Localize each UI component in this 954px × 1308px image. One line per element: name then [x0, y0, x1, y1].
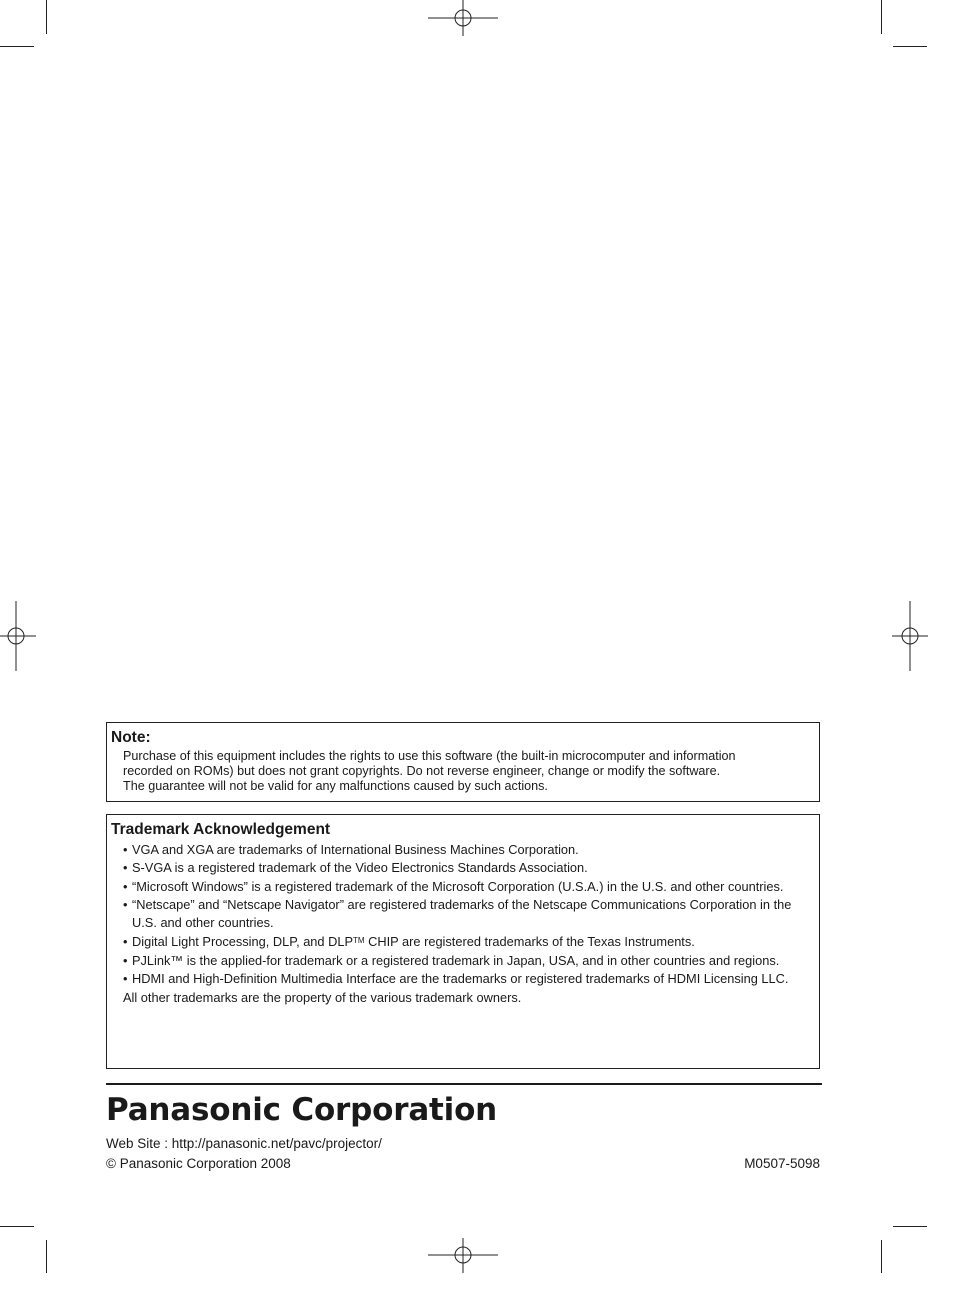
registration-mark-top-icon [428, 0, 498, 70]
model-code: M0507-5098 [744, 1156, 820, 1171]
trademark-item: • Digital Light Processing, DLP, and DLP™ CHIP are registered trademarks of the Texas Instruments. [111, 932, 815, 951]
crop-mark-top-left-h [0, 46, 34, 47]
trademark-item: • HDMI and High-Definition Multimedia Interface are the trademarks or registered trademarks of HDMI Licensing LLC. [111, 970, 815, 988]
registration-mark-bottom-icon [428, 1238, 498, 1308]
bullet: • [123, 860, 128, 876]
trademark-box [106, 814, 820, 1069]
crop-mark-bottom-right-h [893, 1226, 927, 1227]
note-title: Note: [111, 729, 151, 746]
crop-mark-top-left-v [46, 0, 47, 34]
bullet: • [123, 896, 128, 912]
crop-mark-bottom-left-v [46, 1240, 47, 1273]
copyright-text: © Panasonic Corporation 2008 [106, 1156, 291, 1171]
brand-logo: Panasonic Corporation [106, 1092, 498, 1128]
registration-mark-left-icon [0, 601, 70, 671]
trademark-title: Trademark Acknowledgement [111, 821, 331, 838]
note-line: The guarantee will not be valid for any malfunctions caused by such actions. [123, 779, 548, 793]
trademark-list [111, 841, 815, 988]
note-line: Purchase of this equipment includes the rights to use this software (the built-in microcomputer and information [123, 749, 736, 763]
note-text [123, 749, 811, 794]
website-text: Web Site : http://panasonic.net/pavc/projector/ [106, 1136, 382, 1151]
bullet: • [123, 842, 128, 857]
bullet: • [123, 952, 128, 968]
crop-mark-bottom-left-h [0, 1226, 34, 1227]
bullet: • [123, 934, 128, 950]
tm-superscript: TM [353, 936, 365, 946]
trademark-item: • PJLink™ is the applied-for trademark or a registered trademark in Japan, USA, and in other countries and regions. [111, 952, 815, 970]
crop-mark-top-right-h [893, 46, 927, 47]
registration-mark-right-icon [892, 601, 954, 671]
divider-rule [106, 1083, 822, 1085]
note-line: recorded on ROMs) but does not grant copyrights. Do not reverse engineer, change or modify the software. [123, 764, 721, 778]
trademark-item: • “Netscape” and “Netscape Navigator” are registered trademarks of the Netscape Communications Corporation in the U.S. and other countries. [123, 896, 792, 931]
bullet: • [123, 971, 128, 987]
trademark-item: • “Microsoft Windows” is a registered trademark of the Microsoft Corporation (U.S.A.) in the U.S. and other countries. [111, 878, 815, 896]
crop-mark-top-right-v [881, 0, 882, 34]
note-box [106, 722, 820, 802]
bullet: • [123, 878, 128, 894]
crop-mark-bottom-right-v [881, 1240, 882, 1273]
trademark-item: • VGA and XGA are trademarks of International Business Machines Corporation. [111, 841, 815, 859]
trademark-footer: All other trademarks are the property of the various trademark owners. [123, 990, 522, 1006]
trademark-item: • S-VGA is a registered trademark of the Video Electronics Standards Association. [111, 859, 815, 877]
